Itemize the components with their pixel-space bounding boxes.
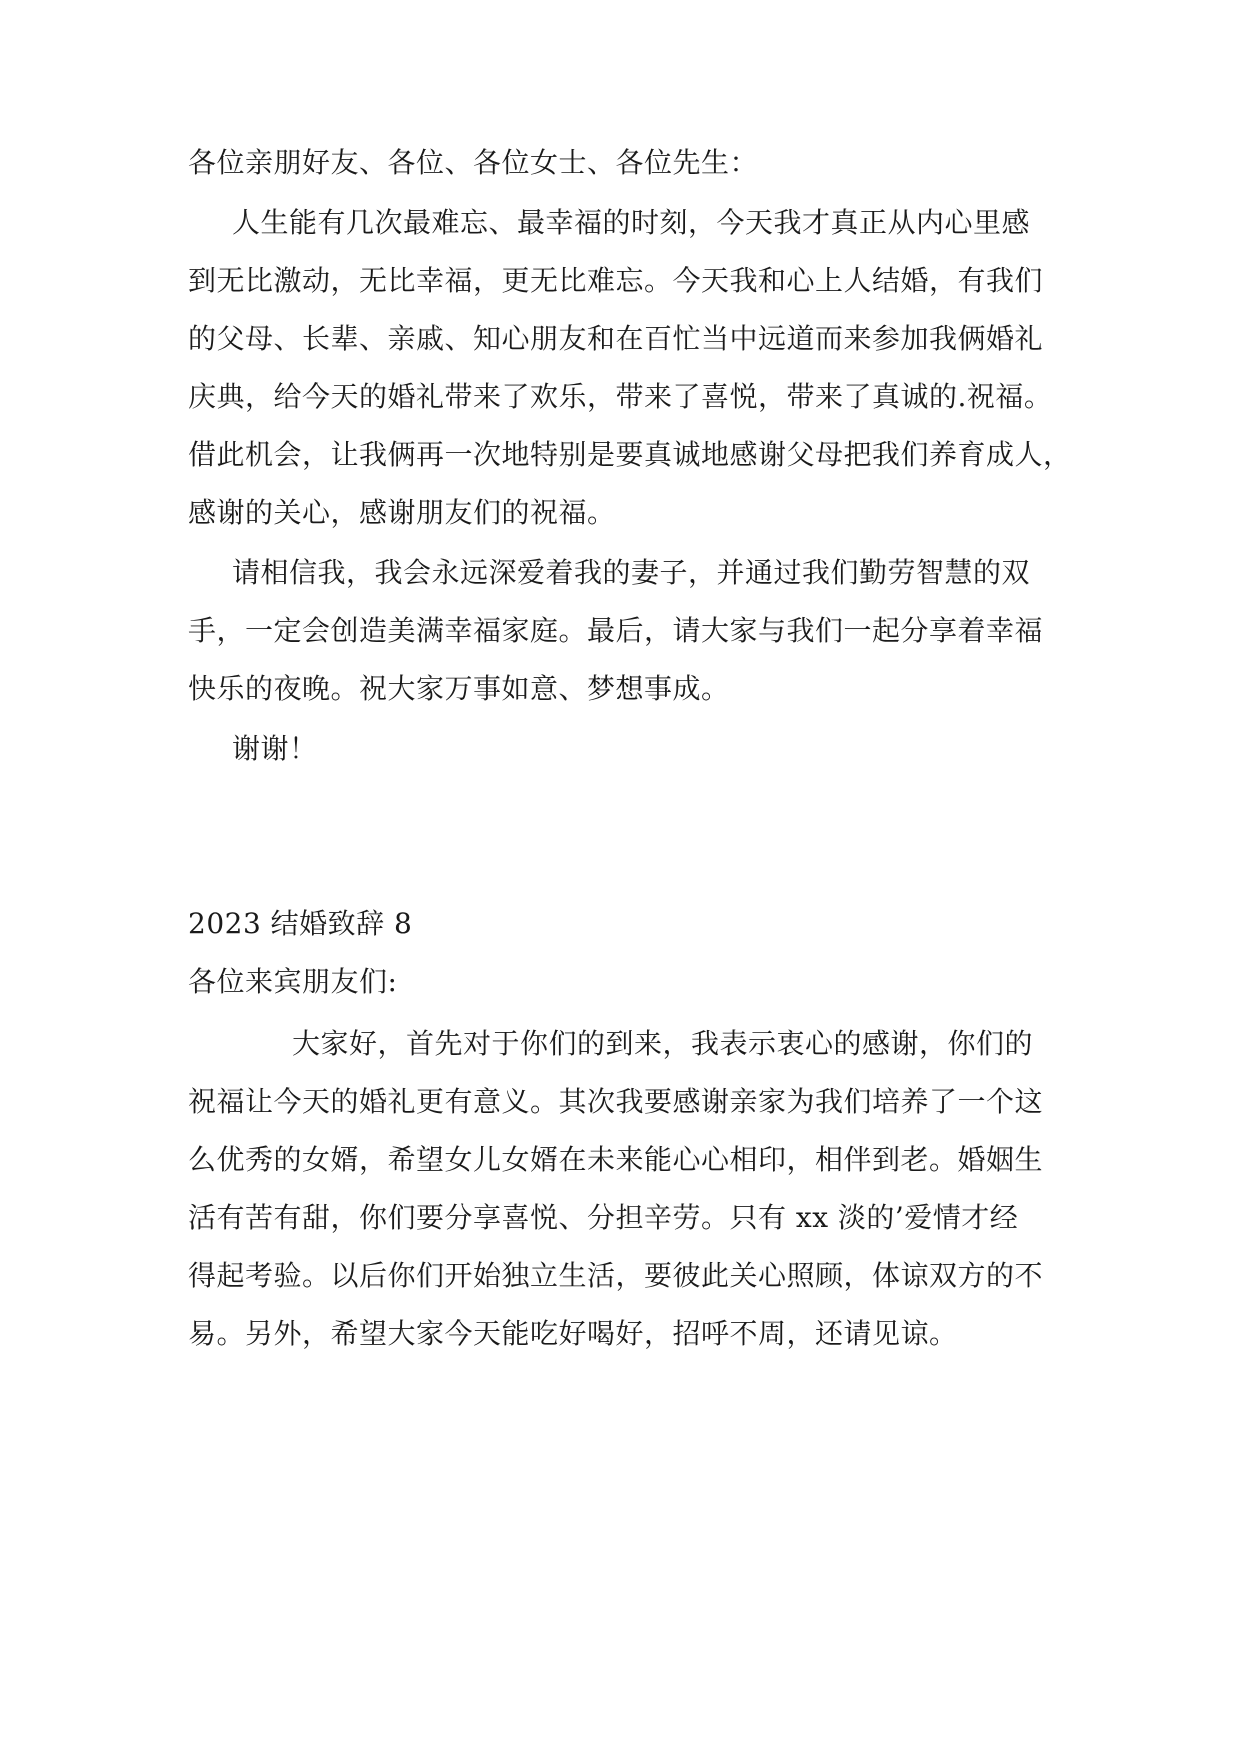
section-title: 2023 结婚致辞 8 bbox=[188, 907, 413, 940]
paragraph-line: 的父母、长辈、亲戚、知心朋友和在百忙当中远道而来参加我俩婚礼 bbox=[188, 322, 1044, 355]
paragraph-line: 得起考验。以后你们开始独立生活，要彼此关心照顾，体谅双方的不 bbox=[188, 1259, 1044, 1292]
paragraph-line: 易。另外，希望大家今天能吃好喝好，招呼不周，还请见谅。 bbox=[188, 1317, 958, 1350]
paragraph-line: 人生能有几次最难忘、最幸福的时刻，今天我才真正从内心里感 bbox=[232, 206, 1031, 239]
paragraph-line: 活有苦有甜，你们要分享喜悦、分担辛劳。只有 xx 淡的’爱情才经 bbox=[188, 1201, 1019, 1234]
paragraph-line: 手，一定会创造美满幸福家庭。最后，请大家与我们一起分享着幸福 bbox=[188, 614, 1044, 647]
paragraph-line: 借此机会，让我俩再一次地特别是要真诚地感谢父母把我们养育成人， bbox=[188, 438, 1072, 471]
paragraph-line: 庆典，给今天的婚礼带来了欢乐，带来了喜悦，带来了真诚的.祝福。 bbox=[188, 380, 1053, 413]
greeting-line: 各位亲朋好友、各位、各位女士、各位先生： bbox=[188, 146, 759, 179]
paragraph-line: 么优秀的女婿，希望女儿女婿在未来能心心相印，相伴到老。婚姻生 bbox=[188, 1143, 1044, 1176]
paragraph-line: 快乐的夜晚。祝大家万事如意、梦想事成。 bbox=[188, 672, 730, 705]
paragraph-line: 祝福让今天的婚礼更有意义。其次我要感谢亲家为我们培养了一个这 bbox=[188, 1085, 1044, 1118]
greeting-line: 各位来宾朋友们: bbox=[188, 965, 398, 998]
paragraph-line: 大家好，首先对于你们的到来，我表示衷心的感谢，你们的 bbox=[292, 1027, 1034, 1060]
paragraph-line: 请相信我，我会永远深爱着我的妻子，并通过我们勤劳智慧的双 bbox=[232, 556, 1031, 589]
paragraph-line: 感谢的关心，感谢朋友们的祝福。 bbox=[188, 496, 616, 529]
paragraph-line: 到无比激动，无比幸福，更无比难忘。今天我和心上人结婚，有我们 bbox=[188, 264, 1044, 297]
thanks-line: 谢谢！ bbox=[232, 732, 318, 765]
